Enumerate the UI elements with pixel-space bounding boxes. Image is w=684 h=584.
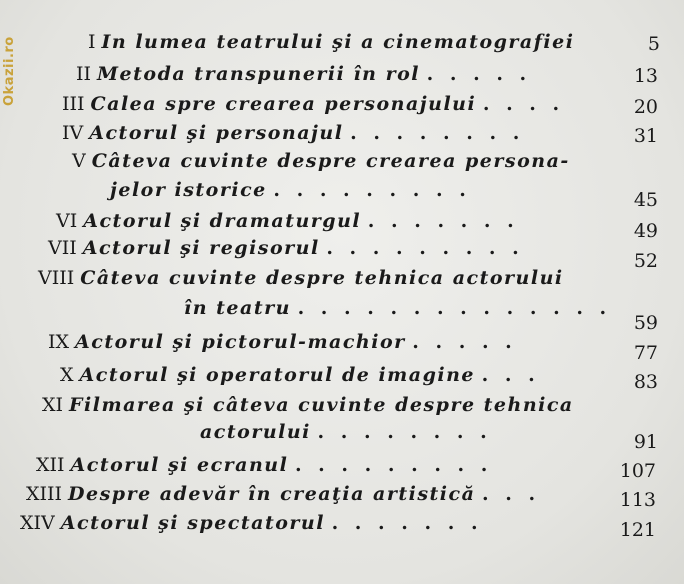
chapter-title: Actorul şi pictorul-machior <box>75 331 406 353</box>
chapter-number: II <box>76 63 92 85</box>
chapter-title: Câteva cuvinte despre tehnica actorului <box>80 267 564 289</box>
chapter-number: V <box>72 150 86 172</box>
toc-entry <box>20 509 483 537</box>
leader-dots: . . . . . . . . . <box>273 179 471 201</box>
chapter-title: Filmarea şi câteva cuvinte despre tehnica <box>69 394 574 416</box>
leader-dots: . . . . . . . <box>331 512 483 534</box>
leader-dots: . . . . . . . . <box>350 122 525 144</box>
chapter-title: Câteva cuvinte despre crearea persona- <box>91 150 570 172</box>
leader-dots: . . . . . . . . . . . . . . <box>297 297 612 319</box>
chapter-number: III <box>62 93 85 115</box>
chapter-number: XIII <box>26 483 63 505</box>
toc-entry <box>72 147 570 175</box>
chapter-number: XIV <box>20 512 55 534</box>
toc-entry <box>56 207 519 235</box>
toc-entry <box>38 264 564 292</box>
toc-entry <box>42 391 574 419</box>
leader-dots: . . . . <box>482 93 565 115</box>
toc-entry <box>88 28 574 56</box>
chapter-title: Metoda transpunerii în rol <box>97 63 421 85</box>
chapter-title: Actorul şi personajul <box>89 122 344 144</box>
chapter-title: Actorul şi ecranul <box>70 454 289 476</box>
chapter-title: In lumea teatrului şi a cinematografiei <box>101 31 575 53</box>
page-number: 77 <box>633 342 658 364</box>
toc-entry-continuation <box>110 176 471 204</box>
toc-entry <box>48 234 524 262</box>
page-number: 13 <box>633 65 658 87</box>
page-number: 59 <box>633 312 658 334</box>
chapter-title: Actorul şi dramaturgul <box>83 210 362 232</box>
toc-entry <box>62 119 524 147</box>
chapter-title-line2: în teatru <box>184 297 291 319</box>
page-number: 83 <box>633 371 658 393</box>
chapter-number: VIII <box>38 267 75 289</box>
toc-entry <box>76 60 531 88</box>
chapter-number: IX <box>48 331 70 353</box>
chapter-number: VII <box>48 237 77 259</box>
chapter-number: X <box>60 364 74 386</box>
chapter-number: VI <box>56 210 78 232</box>
leader-dots: . . . . . <box>426 63 532 85</box>
chapter-title: Calea spre crearea personajului <box>90 93 477 115</box>
page-number: 113 <box>619 489 656 511</box>
page-number: 91 <box>633 431 658 453</box>
leader-dots: . . . <box>482 483 541 505</box>
toc-entry-continuation <box>200 418 492 446</box>
page-number: 49 <box>633 220 658 242</box>
chapter-title: Actorul şi spectatorul <box>60 512 325 534</box>
chapter-number: IV <box>62 122 84 144</box>
leader-dots: . . . . . . . <box>367 210 519 232</box>
toc-entry <box>48 328 517 356</box>
toc-entry <box>36 451 492 479</box>
page-number: 52 <box>633 250 658 272</box>
leader-dots: . . . . . . . . <box>317 421 492 443</box>
page-number: 5 <box>647 33 660 55</box>
chapter-number: I <box>88 31 96 53</box>
chapter-title: Despre adevăr în creaţia artistică <box>68 483 476 505</box>
page-number: 31 <box>633 125 658 147</box>
toc-entry <box>60 361 540 389</box>
page-number: 20 <box>633 96 658 118</box>
leader-dots: . . . . . <box>412 331 517 353</box>
toc-entry <box>26 480 540 508</box>
chapter-title-line2: jelor istorice <box>110 179 267 201</box>
watermark-logo: Okazii.ro <box>2 36 17 106</box>
toc-entry <box>62 90 564 118</box>
chapter-title-line2: actorului <box>200 421 311 443</box>
leader-dots: . . . <box>481 364 540 386</box>
chapter-title: Actorul şi operatorul de imagine <box>79 364 475 386</box>
page-number: 45 <box>633 189 658 211</box>
leader-dots: . . . . . . . . . <box>326 237 524 259</box>
chapter-number: XII <box>36 454 65 476</box>
chapter-title: Actorul şi regisorul <box>82 237 320 259</box>
toc-entry-continuation <box>184 294 611 322</box>
page-number: 121 <box>619 519 656 541</box>
page-number: 107 <box>619 460 656 482</box>
chapter-number: XI <box>42 394 64 416</box>
leader-dots: . . . . . . . . . <box>294 454 493 476</box>
